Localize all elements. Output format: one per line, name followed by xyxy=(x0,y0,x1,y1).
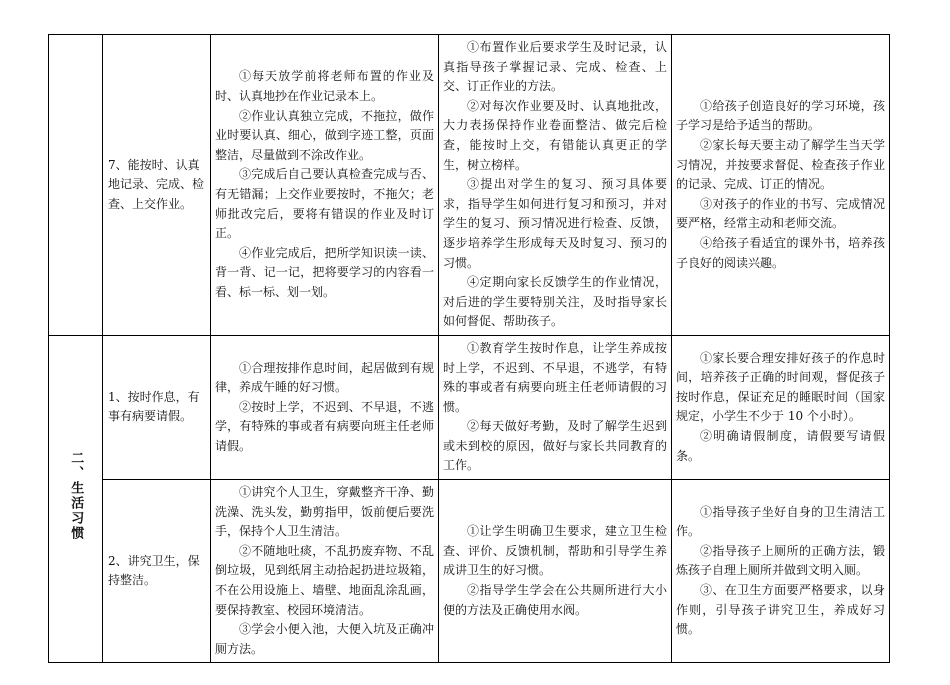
list-item: ②明确请假制度，请假要写请假条。 xyxy=(676,429,885,463)
teacher-measures-cell xyxy=(439,335,672,479)
list-item: ③学会小便入池，大便入坑及正确冲厕方法。 xyxy=(215,622,434,656)
item-cell: 7、能按时、认真地记录、完成、检查、上交作业。 xyxy=(103,35,211,336)
list-item: ①讲究个人卫生，穿戴整齐干净、勤洗澡、洗头发，勤剪指甲，饭前便后要洗手，保持个人卫生清洁。 xyxy=(215,485,434,539)
list-item: ②家长每天要主动了解学生当天学习情况，并按要求督促、检查孩子作业的记录、完成、订正的情况。 xyxy=(676,137,885,192)
list-item: ①家长要合理安排好孩子的作息时间，培养孩子正确的时间观，督促孩子按时作息，保证充足的睡眠时间（国家规定，小学生不少于 10 个小时）。 xyxy=(676,350,885,424)
item-cell: 2、讲究卫生，保持整洁。 xyxy=(103,480,211,663)
item-cell: 1、按时作息，有事有病要请假。 xyxy=(103,335,211,479)
table-row xyxy=(49,35,890,336)
student-requirements-cell xyxy=(211,335,439,479)
list-item: ①合理按排作息时间，起居做到有规律，养成午睡的好习惯。 xyxy=(215,360,434,395)
parent-cooperation-cell xyxy=(672,335,890,479)
list-item: ①每天放学前将老师布置的作业及时、认真地抄在作业记录本上。 xyxy=(215,69,434,103)
category-label: 二、生活习惯 xyxy=(68,450,84,541)
student-requirements-cell xyxy=(211,480,439,663)
table-row xyxy=(49,335,890,479)
list-item: ②按时上学，不迟到、不早退，不逃学，有特殊的事或者有病要向班主任老师请假。 xyxy=(215,399,434,453)
list-item: ②作业认真独立完成，不拖拉，做作业时要认真、细心，做到字迹工整，页面整洁，尽量做到不涂改作业。 xyxy=(215,108,434,162)
list-item: ④给孩子看适宜的课外书，培养孩子良好的阅读兴趣。 xyxy=(676,235,885,270)
list-item: ②指导孩子上厕所的正确方法，锻炼孩子自理上厕所并做到文明入厕。 xyxy=(676,543,885,578)
list-item: ②对每次作业要及时、认真地批改，大力表扬保持作业卷面整洁、做完后检查，能按时上交，有错能认真更正的学生，树立榜样。 xyxy=(443,98,667,172)
list-item: ③、在卫生方面要严格要求，以身作则，引导孩子讲究卫生，养成好习惯。 xyxy=(676,583,885,637)
student-requirements-cell xyxy=(211,35,439,336)
list-item: ①教育学生按时作息，让学生养成按时上学，不迟到、不早退，不逃学，有特殊的事或者有病要向班主任老师请假的习惯。 xyxy=(443,340,667,414)
category-cell-life-habits xyxy=(49,335,103,663)
teacher-measures-cell xyxy=(439,480,672,663)
category-cell xyxy=(49,35,103,336)
list-item: ④作业完成后，把所学知识读一读、背一背、记一记，把将要学习的内容看一看、标一标、划一划。 xyxy=(215,245,434,299)
list-item: ①指导孩子坐好自身的卫生清洁工作。 xyxy=(676,504,885,539)
parent-cooperation-cell xyxy=(672,480,890,663)
list-item: ②不随地吐痰，不乱扔废弃物、不乱倒垃圾，见到纸屑主动拾起扔进垃圾箱，不在公用设施上、墙壁、地面乱涂乱画，要保持教室、校园环境清洁。 xyxy=(215,543,434,617)
parent-cooperation-cell xyxy=(672,35,890,336)
list-item: ①让学生明确卫生要求，建立卫生检查、评价、反馈机制，帮助和引导学生养成讲卫生的好习惯。 xyxy=(443,524,667,578)
table-row xyxy=(49,480,890,663)
list-item: ③完成后自己要认真检查完成与否、有无错漏；上交作业要按时，不拖欠；老师批改完后，要将有错误的作业及时订正。 xyxy=(215,167,434,241)
list-item: ④定期向家长反馈学生的作业情况，对后进的学生要特别关注，及时指导家长如何督促、帮助孩子。 xyxy=(443,275,667,329)
list-item: ①布置作业后要求学生及时记录，认真指导孩子掌握记录、完成、检查、上交、订正作业的方法。 xyxy=(443,40,667,94)
list-item: ③提出对学生的复习、预习具体要求，指导学生如何进行复习和预习，并对学生的复习、预习情况进行检查、反馈，逐步培养学生形成每天及时复习、预习的习惯。 xyxy=(443,177,667,270)
list-item: ③对孩子的作业的书写、完成情况要严格，经常主动和老师交流。 xyxy=(676,196,885,231)
habits-table xyxy=(48,34,890,663)
list-item: ①给孩子创造良好的学习环境，孩子学习是给予适当的帮助。 xyxy=(676,98,885,133)
teacher-measures-cell xyxy=(439,35,672,336)
list-item: ②指导学生学会在公共厕所进行大小便的方法及正确使用水阀。 xyxy=(443,583,667,617)
list-item: ②每天做好考勤，及时了解学生迟到或未到校的原因，做好与家长共同教育的工作。 xyxy=(443,419,667,473)
